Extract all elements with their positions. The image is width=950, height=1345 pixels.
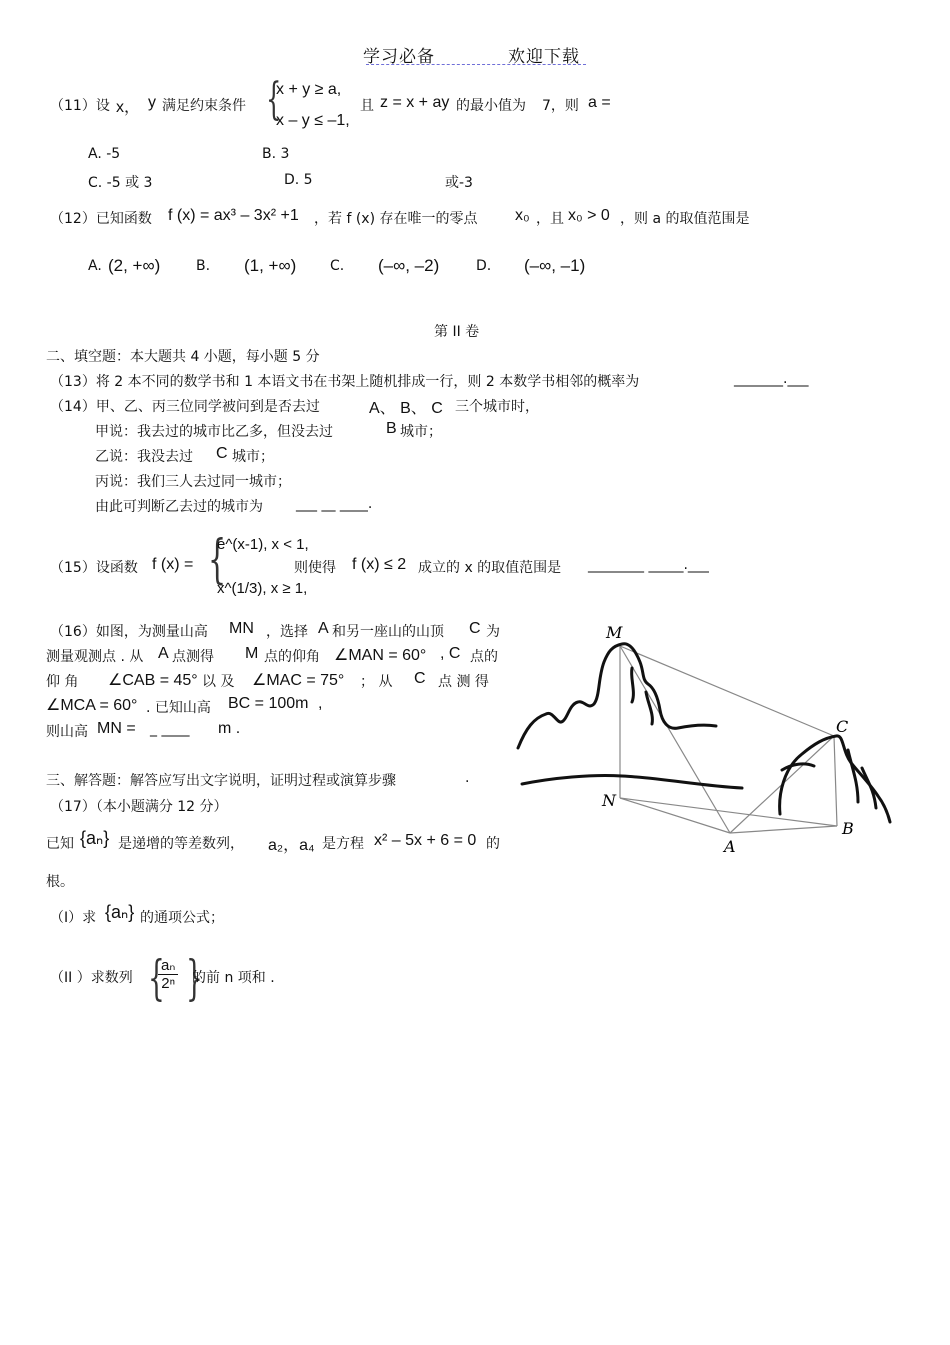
q16-line4-end: , [318, 695, 323, 712]
q14-line3: 乙说：我没去过 [95, 449, 193, 465]
q16-line1-e: 和另一座山的山顶 [332, 624, 444, 640]
mountain-figure [512, 618, 902, 858]
q14-cities: A、 B、 C [369, 400, 443, 417]
q12-number: （12）已知函数 [50, 211, 152, 227]
figure-label-m: M [606, 623, 623, 642]
q11-value: 7，则 [542, 98, 579, 114]
q11-option-c: C. -5 或 3 [88, 175, 153, 191]
q17-part1-end: 的通项公式； [140, 910, 224, 926]
q16-line3: 仰 角 [46, 674, 79, 690]
q16-angle-mca: ∠MCA = 60° [46, 697, 138, 714]
q11-vars: x， [116, 99, 141, 116]
q14-line3-end: 城市； [232, 449, 274, 465]
q15-number: （15）设函数 [50, 560, 138, 576]
q16-blank: _ ____ [150, 721, 190, 737]
q16-point-a: A [318, 620, 329, 637]
part3-section: 三、解答题：解答应写出文字说明，证明过程或演算步骤 [46, 773, 396, 789]
q11-y: y [148, 94, 156, 111]
q11-number: （11）设 [50, 98, 110, 114]
q12-function: f (x) = ax³ – 3x² +1 [168, 207, 299, 224]
header-right: 欢迎下载 [508, 47, 580, 67]
q15-f: f (x) = [152, 556, 194, 573]
part2-section: 二、填空题：本大题共 4 小题，每小题 5 分 [46, 349, 320, 365]
q14-blank: ___ __ ____. [296, 496, 373, 512]
q17-part2: （II ）求数列 [50, 970, 133, 986]
q11-mid2: 的最小值为 [456, 98, 526, 114]
q17-line1-d: 是方程 [322, 836, 364, 852]
q16-line3-g: 点 测 得 [438, 674, 489, 690]
q11-option-b: B. 3 [262, 146, 290, 162]
q17-part1-seq: {aₙ} [105, 902, 135, 922]
q16-line2-m: M [245, 645, 259, 662]
q16-line4: . 已知山高 [146, 700, 211, 716]
q13-text: （13）将 2 本不同的数学书和 1 本语文书在书架上随机排成一行，则 2 本数学书相邻的概率为 [50, 374, 640, 390]
q16-height-bc: BC = 100m [228, 695, 309, 712]
q14-line5: 由此可判断乙去过的城市为 [95, 499, 263, 515]
q11-option-a: A. -5 [88, 146, 121, 162]
q12-option-d: (–∞, –1) [524, 256, 586, 275]
q11-ineq1: x + y ≥ a, [276, 81, 342, 98]
q17-frac-denominator: 2ⁿ [161, 975, 176, 992]
q14-line1-end: 三个城市时， [455, 399, 539, 415]
q11-option-d: D. 5 [284, 172, 313, 188]
q11-end: a = [588, 94, 611, 111]
q16-line3-c-point: C [414, 670, 426, 687]
q16-line2-c: 点测得 [172, 649, 214, 665]
q17-terms: a₂，a₄ [268, 837, 315, 854]
q15-cond: f (x) ≤ 2 [352, 556, 407, 573]
q12-x0: x₀ [515, 207, 530, 224]
q16-point-c: C [469, 620, 481, 637]
q17-line1-e: 的 [486, 836, 500, 852]
q16-line2-g: , C [440, 645, 461, 662]
q16-line1-g: 为 [486, 624, 500, 640]
q17-line1: 已知 [46, 836, 74, 852]
q12-option-a-label: A. [88, 258, 102, 274]
q11-option-d-extra: 或-3 [445, 175, 473, 191]
q11-mid1: 且 [360, 98, 374, 114]
q16-mn-eq: MN = [97, 720, 136, 737]
q12-mid: ，若 f (x) 存在唯一的零点 [314, 211, 478, 227]
q15-blank: ________ _____.___ [588, 557, 709, 573]
q15-case1: e^(x-1), x < 1, [217, 536, 309, 553]
q17-part1: （I）求 [50, 910, 97, 926]
q14-line2-city: B [386, 420, 397, 437]
q16-mn: MN [229, 620, 254, 637]
q15-brace: { [208, 530, 227, 590]
q17-brace-left: { [148, 950, 165, 1006]
q11-ineq2: x – y ≤ –1, [276, 112, 350, 129]
q17-seq: {aₙ} [80, 828, 110, 848]
q11-expr: z = x + ay [380, 94, 450, 111]
q17-brace-right: } [186, 950, 203, 1006]
q17-equation: x² – 5x + 6 = 0 [374, 832, 477, 849]
q15-end: 成立的 x 的取值范围是 [418, 560, 562, 576]
figure-label-c: C [836, 717, 849, 736]
q12-option-a: (2, +∞) [108, 256, 161, 275]
q11-cond-label: 满足约束条件 [162, 98, 246, 114]
q16-line1-c: ，选择 [266, 624, 308, 640]
q12-option-d-label: D. [476, 258, 492, 274]
q16-line3-c: 以 及 [202, 674, 235, 690]
q12-cond: x₀ > 0 [568, 207, 610, 224]
q13-blank: _______.___ [734, 371, 809, 387]
part2-title: 第 II 卷 [434, 324, 480, 340]
q12-option-b: (1, +∞) [244, 256, 297, 275]
q16-angle-cab: ∠CAB = 45° [108, 672, 198, 689]
q17-line2: 根。 [46, 874, 74, 890]
q12-mid2: ，且 [536, 211, 564, 227]
q17-title: （17）（本小题满分 12 分） [50, 799, 228, 815]
q17-part2-end: 的前 n 项和 . [192, 970, 275, 986]
q16-angle-mac: ∠MAC = 75° [252, 672, 345, 689]
q16-line2-e: 点的仰角 [264, 649, 320, 665]
q14-line2: 甲说：我去过的城市比乙多，但没去过 [95, 424, 333, 440]
q11-brace: { [266, 74, 282, 125]
q16-line2: 测量观测点 . 从 [46, 649, 144, 665]
q12-option-b-label: B. [196, 258, 211, 274]
q16-line5: 则山高 [46, 724, 88, 740]
q16-line1: （16）如图，为测量山高 [50, 624, 208, 640]
q14-line2-end: 城市； [400, 424, 442, 440]
q16-line2-h: 点的 [470, 649, 498, 665]
q16-line2-a: A [158, 645, 169, 662]
q14-line3-city: C [216, 445, 228, 462]
q15-case2: x^(1/3), x ≥ 1, [217, 580, 308, 597]
part3-dot: . [465, 770, 470, 786]
q17-frac-numerator: aₙ [158, 956, 178, 975]
header-left: 学习必备 [363, 47, 435, 67]
figure-label-a: A [724, 837, 736, 856]
header-underline [366, 64, 586, 65]
q14-line1: （14）甲、乙、丙三位同学被问到是否去过 [50, 399, 320, 415]
q15-mid: 则使得 [294, 560, 336, 576]
q16-unit: m . [218, 720, 241, 737]
figure-label-n: N [602, 791, 616, 810]
q14-line4: 丙说：我们三人去过同一城市； [95, 474, 291, 490]
figure-label-b: B [842, 819, 854, 838]
q12-option-c: (–∞, –2) [378, 256, 440, 275]
q17-fraction [158, 956, 178, 992]
q16-angle-man: ∠MAN = 60° [334, 647, 427, 664]
q16-line3-e: ； 从 [360, 674, 393, 690]
q17-line1-b: 是递增的等差数列， [118, 836, 244, 852]
q12-end: ，则 a 的取值范围是 [620, 211, 750, 227]
q12-option-c-label: C. [330, 258, 345, 274]
